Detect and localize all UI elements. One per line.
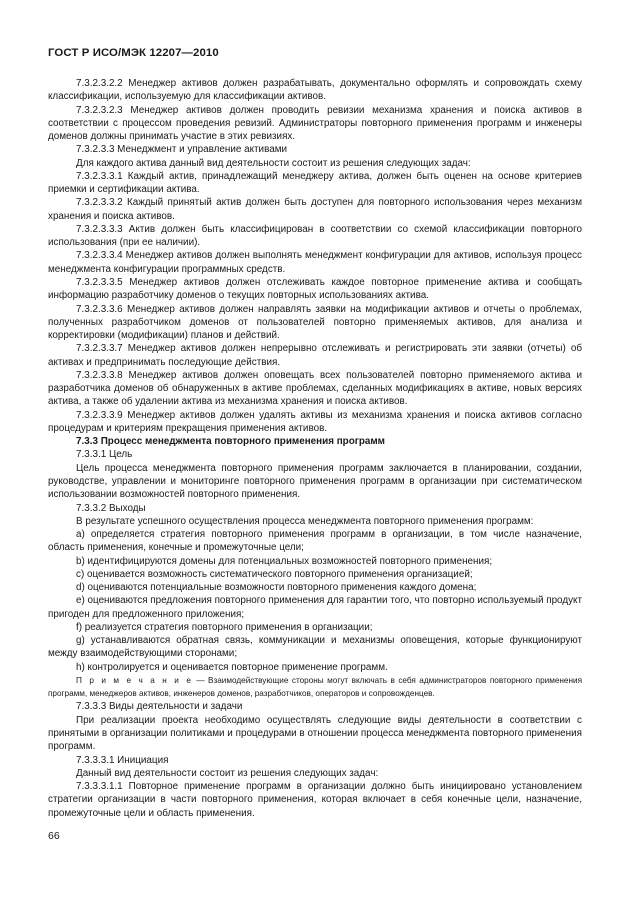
subsection-heading: 7.3.3.1 Цель [76, 449, 133, 461]
paragraph: Данный вид деятельности состоит из решения следующих задач: [76, 767, 379, 779]
document-body [48, 77, 582, 820]
subsection-heading: 7.3.3.3.1 Инициация [76, 754, 169, 766]
list-item: h) контролируется и оценивается повторное применение программ. [76, 661, 388, 673]
list-item: b) идентифицируются домены для потенциальных возможностей повторного применения; [76, 555, 493, 567]
paragraph: 7.3.2.3.3.4 Менеджер активов должен выполнять менеджмент конфигурации для активов, используя процесс менеджмента конфигурации программных средств. [48, 250, 582, 275]
paragraph: 7.3.2.3.3.1 Каждый актив, принадлежащий менеджеру актива, должен быть оценен на основе критериев приемки и сертификации актива. [48, 170, 582, 196]
list-item: d) оцениваются потенциальные возможности повторного применения каждого домена; [76, 582, 477, 594]
list-item: f) реализуется стратегия повторного применения в организации; [76, 621, 373, 633]
list-item: a) определяется стратегия повторного применения программ в организации, в том числе назначение, область применения, конечные и промежуточные цели; [48, 529, 582, 554]
list-item: g) устанавливаются обратная связь, коммуникации и механизмы оповещения, которые функционируют между взаимодействующими сторонами; [48, 635, 582, 660]
paragraph: 7.3.2.3.3.6 Менеджер активов должен направлять заявки на модификации активов и отчеты о проблемах, полученных разработчиком доменов от пользователей повторно применяемых активов, для анализа и корректировки (модификации) планов и действий. [48, 303, 582, 342]
list-item: c) оценивается возможность систематического повторного применения организацией; [76, 568, 473, 580]
document-header: ГОСТ Р ИСО/МЭК 12207—2010 [48, 47, 219, 59]
subsection-heading: 7.3.2.3.3 Менеджмент и управление активами [76, 144, 288, 156]
paragraph: Для каждого актива данный вид деятельности состоит из решения следующих задач: [76, 157, 471, 169]
paragraph: 7.3.2.3.2.2 Менеджер активов должен разрабатывать, документально оформлять и сопровождать схему классификации, используемую для классификации активов. [48, 78, 582, 103]
page-number: 66 [48, 830, 60, 842]
paragraph: 7.3.2.3.3.3 Актив должен быть классифицирован в соответствии со схемой классификации повторного использования (при ее наличии). [48, 223, 582, 249]
paragraph: 7.3.2.3.3.8 Менеджер активов должен оповещать всех пользователей повторно применяемого актива и разработчика доменов об обнаруженных в активе проблемах, сделанных модификациях в активе, новых версиях актива, а также об удалении актива из механизма хранения и поиска активов. [48, 369, 582, 408]
paragraph: При реализации проекта необходимо осуществлять следующие виды деятельности в соответствии с принятыми в организации политиками и процедурами в отношении процесса менеджмента повторного применения программ. [48, 714, 582, 753]
paragraph: 7.3.2.3.3.2 Каждый принятый актив должен быть доступен для повторного использования через механизм хранения и поиска активов. [48, 197, 582, 222]
paragraph: 7.3.2.3.3.7 Менеджер активов должен непрерывно отслеживать и регистрировать эти заявки (отчеты) об активах и предпринимать последующие действия. [48, 343, 582, 368]
note [48, 674, 582, 701]
subsection-heading: 7.3.3.3 Виды деятельности и задачи [76, 701, 243, 713]
paragraph: Цель процесса менеджмента повторного применения программ заключается в планировании, создании, руководстве, управлении и мониторинге повторного применения программ в организации при систематическом использовании возможностей повторного применения. [48, 462, 582, 501]
paragraph: 7.3.2.3.3.5 Менеджер активов должен отслеживать каждое повторное применение актива и сообщать информацию разработчику доменов о текущих повторных использованиях актива. [48, 276, 582, 302]
paragraph: 7.3.3.3.1.1 Повторное применение программ в организации должно быть инициировано установлением стратегии организации в части повторного применения, которая включает в себя конечные цели, назначение, промежуточные цели и область применения. [48, 781, 582, 819]
note-text: — Взаимодействующие стороны могут включать в себя администраторов повторного применения программ, менеджеров активов, инженеров доменов, разработчиков, операторов и сопровожденцев. [48, 675, 583, 699]
paragraph: В результате успешного осуществления процесса менеджмента повторного применения программ: [76, 515, 534, 527]
paragraph: 7.3.2.3.3.9 Менеджер активов должен удалять активы из механизма хранения и поиска активов согласно процедурам и критериям прекращения применения активов. [48, 409, 582, 434]
note-label: П р и м е ч а н и е [76, 675, 193, 685]
list-item: e) оцениваются предложения повторного применения для гарантии того, что повторно используемый продукт пригоден для предложенного приложения; [48, 595, 582, 620]
subsection-heading: 7.3.3.2 Выходы [76, 502, 146, 514]
section-heading: 7.3.3 Процесс менеджмента повторного применения программ [76, 436, 385, 448]
paragraph: 7.3.2.3.2.3 Менеджер активов должен проводить ревизии механизма хранения и поиска активов в соответствии с процессом проведения ревизий. Администраторы повторного применения программ и инженеры доменов должны принимать участие в этих ревизиях. [48, 104, 582, 143]
